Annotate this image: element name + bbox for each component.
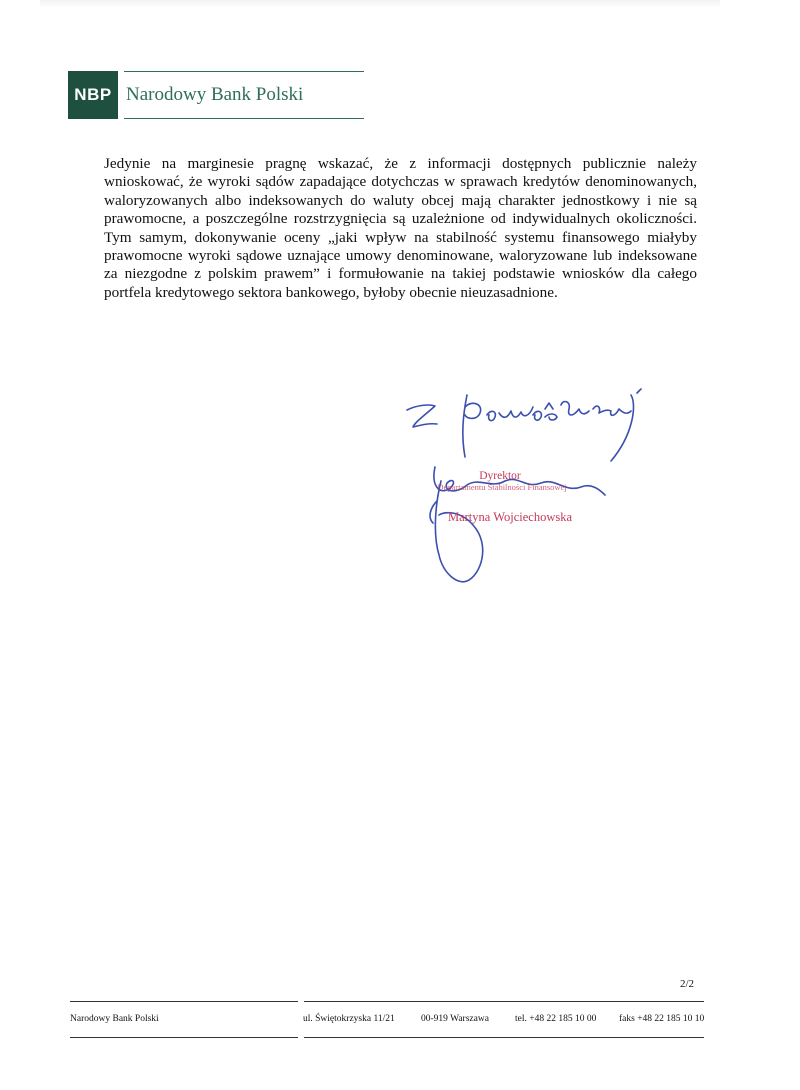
page-number: 2/2 [680,978,695,990]
logo-mark-text: NBP [74,85,112,104]
footer-phone: tel. +48 22 185 10 00 [515,1014,597,1024]
footer-org: Narodowy Bank Polski [70,1014,159,1024]
nbp-logo-mark [68,71,118,119]
stamp-name: Martyna Wojciechowska [447,510,573,524]
footer-street: ul. Świętokrzyska 11/21 [303,1014,395,1024]
footer-bottom-rule-right [304,1037,704,1038]
stamp-title: Dyrektor [479,470,521,482]
footer [70,1014,710,1030]
bank-name: Narodowy Bank Polski [126,84,304,105]
footer-top-rule-left [70,1001,298,1002]
stamp-department: Departamentu Stabilności Finansowej [437,482,567,492]
scan-edge-shadow [40,0,720,8]
footer-bottom-rule-left [70,1037,298,1038]
footer-top-rule-right [304,1001,704,1002]
footer-fax: faks +48 22 185 10 10 [619,1014,705,1024]
logo-top-rule [124,71,364,72]
footer-city: 00-919 Warszawa [421,1014,489,1024]
letter-paragraph: Jedynie na marginesie pragnę wskazać, że z informacji dostępnych publicznie należy wnioskować, że wyroki sądów zapadające dotychczas w sprawach kredytów denominowanych, waloryzowanych albo indeksowanych do waluty obcej mają charakter jednostkowy i nie są prawomocne, a poszczególne rozstrzygnięcia są uzależnione od indywidualnych okoliczności. Tym samym, dokonywanie oceny „jaki wpływ na stabilność systemu finansowego miałyby prawomocne wyroki sądowe uznające umowy denominowane, waloryzowane lub indeksowane za niezgodne z polskim prawem” i formułowanie na takiej podstawie wniosków dla całego portfela kredytowego sektora bankowego, byłoby obecnie nieuzasadnione. [104,155,697,301]
signature-block [395,385,655,595]
logo-bottom-rule [124,118,364,119]
